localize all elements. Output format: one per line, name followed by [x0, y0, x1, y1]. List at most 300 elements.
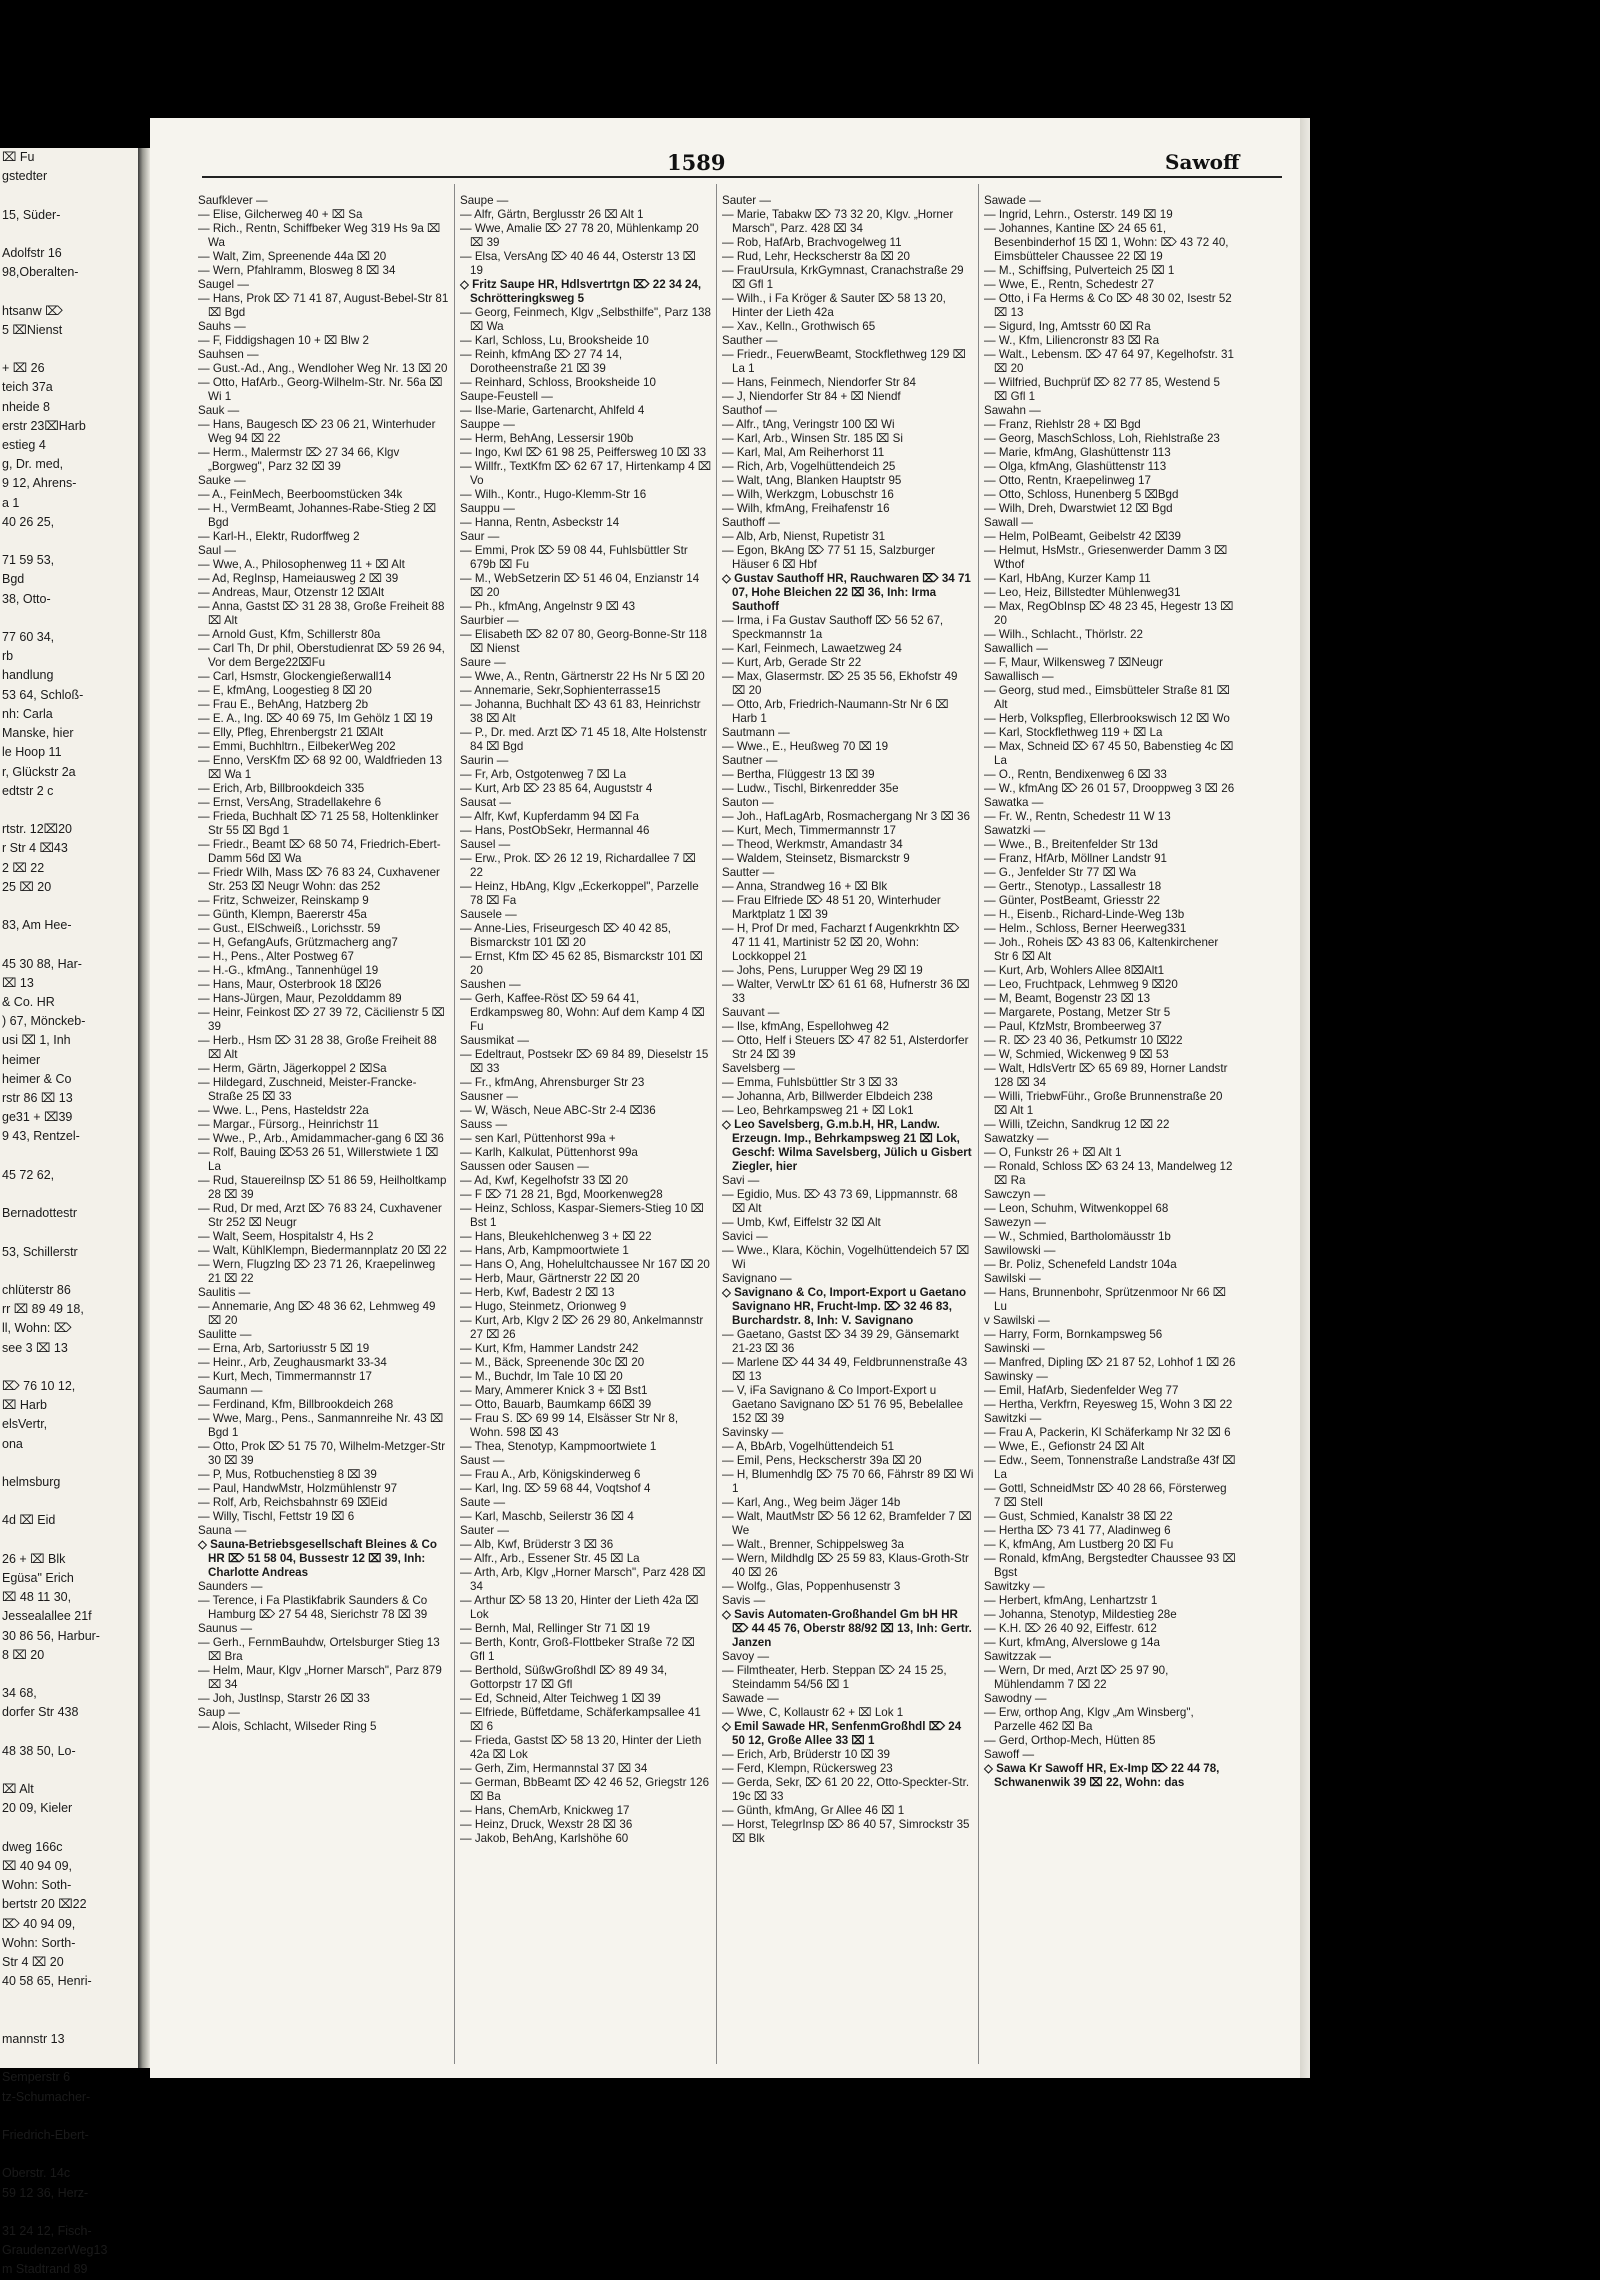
- directory-entry: — Rud, Stauereilnsp ⌦ 51 86 59, Heilholtkamp 28 ⌧ 39: [198, 1174, 447, 1201]
- directory-entry: — Helm., Schloss, Berner Heerweg331: [984, 922, 1187, 935]
- directory-entry: — Karlh, Kalkulat, Püttenhorst 99a: [460, 1146, 638, 1159]
- directory-entry: — Gerh, Kaffee-Röst ⌦ 59 64 41, Erdkampsweg 80, Wohn: Auf dem Kamp 4 ⌧ Fu: [460, 992, 705, 1033]
- left-page-line: ⌧ Alt: [2, 1782, 34, 1797]
- surname-heading: Sawilski —: [984, 1272, 1041, 1285]
- left-page-line: [0, 1531, 138, 1550]
- directory-entry: — J, Niendorfer Str 84 + ⌧ Niendf: [722, 390, 901, 403]
- surname-heading: Saulitis —: [198, 1286, 251, 1299]
- directory-entry: — Hans O, Ang, Hohelultchaussee Nr 167 ⌧ 20: [460, 1258, 710, 1271]
- directory-entry: — Willi, tZeichn, Sandkrug 12 ⌧ 22: [984, 1118, 1170, 1131]
- directory-entry: — Herbert, kfmAng, Lenhartzstr 1: [984, 1594, 1158, 1607]
- left-page-line: m Stadtrand 89: [2, 2262, 88, 2277]
- left-page-line: usi ⌧ 1, Inh: [2, 1033, 71, 1048]
- directory-entry: — Fr, Arb, Ostgotenweg 7 ⌧ La: [460, 768, 627, 781]
- left-page-line: ) 67, Mönckeb-: [2, 1014, 86, 1029]
- directory-entry: — Karl, Feinmech, Lawaetzweg 24: [722, 642, 902, 655]
- left-page-line: gstedter: [2, 169, 48, 184]
- left-page-line: 8 ⌧ 20: [2, 1647, 45, 1662]
- directory-entry: — Willy, Tischl, Fettstr 19 ⌧ 6: [198, 1510, 355, 1523]
- directory-entry: — Rolf, Arb, Reichsbahnstr 69 ⌧Eid: [198, 1496, 388, 1509]
- left-page-line: 45 72 62,: [2, 1167, 55, 1182]
- directory-entry: — W., kfmAng ⌦ 26 01 57, Drooppweg 3 ⌧ 26: [984, 782, 1235, 795]
- directory-entry: ◇ Sawa Kr Sawoff HR, Ex-Imp ⌦ 22 44 78, Schwanenwik 39 ⌧ 22, Wohn: das: [984, 1762, 1220, 1789]
- directory-entry: — Kurt, Arb, Wohlers Allee 8⌧Alt1: [984, 964, 1165, 977]
- surname-heading: Sauk —: [198, 404, 240, 417]
- directory-entry: — German, BbBeamt ⌦ 42 46 52, Griegstr 126 ⌧ Ba: [460, 1776, 710, 1803]
- left-page-line: 2 ⌧ 22: [2, 860, 45, 875]
- left-page-line: [0, 1147, 138, 1166]
- directory-entry: — K, kfmAng, Am Lustberg 20 ⌧ Fu: [984, 1538, 1174, 1551]
- left-page-line: 5 ⌧Nienst: [2, 322, 63, 337]
- left-page-line: dorfer Str 438: [2, 1705, 79, 1720]
- directory-entry: — Hans, Feinmech, Niendorfer Str 84: [722, 376, 916, 389]
- left-page-line: [0, 186, 138, 205]
- surname-heading: Sawilowski —: [984, 1244, 1056, 1257]
- surname-heading: Savis —: [722, 1594, 766, 1607]
- directory-entry: — Karl, HbAng, Kurzer Kamp 11: [984, 572, 1151, 585]
- left-page-line: estieg 4: [2, 438, 46, 453]
- directory-entry: — Wwe, Marg., Pens., Sanmannreihe Nr. 43 ⌧ Bgd 1: [198, 1412, 444, 1439]
- directory-entry: — Karl, Stockflethweg 119 + ⌧ La: [984, 726, 1163, 739]
- directory-entry: — Willfr., TextKfm ⌦ 62 67 17, Hirtenkamp 4 ⌧ Vo: [460, 460, 712, 487]
- directory-entry: — Wwe, A., Philosophenweg 11 + ⌧ Alt: [198, 558, 405, 571]
- directory-entry: — Heinr, Feinkost ⌦ 27 39 72, Cäcilienstr 5 ⌧ 39: [198, 1006, 445, 1033]
- left-page-line: 34 68,: [2, 1686, 37, 1701]
- left-page-line: 20 09, Kieler: [2, 1801, 73, 1816]
- surname-heading: Saunus —: [198, 1622, 253, 1635]
- directory-entry: — Otto, i Fa Herms & Co ⌦ 48 30 02, Isestr 52 ⌧ 13: [984, 292, 1232, 319]
- left-page-line: ⌧ Fu: [2, 150, 35, 164]
- directory-entry: — Helmut, HsMstr., Griesenwerder Damm 3 ⌧ Wthof: [984, 544, 1228, 571]
- surname-heading: Sawczyn —: [984, 1188, 1046, 1201]
- left-page-line: 71 59 53,: [2, 553, 55, 568]
- left-page-fragment: [0, 148, 141, 2277]
- directory-entry: — Fritz, Schweizer, Reinskamp 9: [198, 894, 369, 907]
- directory-entry: — W., Schmied, Bartholomäusstr 1b: [984, 1230, 1171, 1243]
- directory-entry: — Johanna, Arb, Billwerder Elbdeich 238: [722, 1090, 933, 1103]
- surname-heading: Saul —: [198, 544, 237, 557]
- directory-entry: — Otto, Helf i Steuers ⌦ 47 82 51, Alsterdorfer Str 24 ⌧ 39: [722, 1034, 969, 1061]
- directory-entry: — Marlene ⌦ 44 34 49, Feldbrunnenstraße 43 ⌧ 13: [722, 1356, 968, 1383]
- left-page-line: Bernadottestr: [2, 1206, 78, 1221]
- directory-entry: — Marie, Tabakw ⌦ 73 32 20, Klgv. „Horner Marsch", Parz. 428 ⌧ 34: [722, 208, 954, 235]
- running-head: Sawoff: [1165, 150, 1240, 174]
- directory-entry: — Margarete, Postang, Metzer Str 5: [984, 1006, 1171, 1019]
- surname-heading: Savelsberg —: [722, 1062, 795, 1075]
- surname-heading: Sawallisch —: [984, 670, 1054, 683]
- directory-entry: — Leo, Fruchtpack, Lehmweg 9 ⌧20: [984, 978, 1178, 991]
- surname-heading: Sawitzky —: [984, 1580, 1045, 1593]
- directory-entry: ◇ Savignano & Co, Import-Export u Gaetano Savignano HR, Frucht-Imp. ⌦ 32 46 83, Burchardstr. 8, Inh: V. Savignano: [722, 1286, 967, 1327]
- left-page-line: rtstr. 12⌧20: [2, 822, 72, 837]
- surname-heading: Savignano —: [722, 1272, 792, 1285]
- directory-entry: — Kurt, Arb, Gerade Str 22: [722, 656, 862, 669]
- directory-entry: — Hans, Prok ⌦ 71 41 87, August-Bebel-Str 81 ⌧ Bgd: [198, 292, 449, 319]
- directory-entry: — Günth, Klempn, Baererstr 45a: [198, 908, 367, 921]
- directory-entry: — Arth, Arb, Klgv „Horner Marsch", Parz 428 ⌧ 34: [460, 1566, 706, 1593]
- surname-heading: Savici —: [722, 1230, 768, 1243]
- directory-entry: — Emma, Fuhlsbüttler Str 3 ⌧ 33: [722, 1076, 898, 1089]
- directory-entry: — Ronald, Schloss ⌦ 63 24 13, Mandelweg 12 ⌧ Ra: [984, 1160, 1233, 1187]
- directory-entry: — W, Schmied, Wickenweg 9 ⌧ 53: [984, 1048, 1169, 1061]
- directory-entry: — Paul, HandwMstr, Holzmühlenstr 97: [198, 1482, 398, 1495]
- left-page-line: Bgd: [2, 572, 25, 587]
- directory-entry: — Otto, Bauarb, Baumkamp 66⌧ 39: [460, 1398, 652, 1411]
- directory-entry: — Hans, Brunnenbohr, Sprützenmoor Nr 66 ⌧ Lu: [984, 1286, 1227, 1313]
- directory-entry: — Kurt, Arb, Klgv 2 ⌦ 26 29 80, Ankelmannstr 27 ⌧ 26: [460, 1314, 704, 1341]
- left-page-line: [0, 1665, 138, 1684]
- directory-entry: — Annemarie, Ang ⌦ 48 36 62, Lehmweg 49 ⌧ 20: [198, 1300, 436, 1327]
- surname-heading: Sauhsen —: [198, 348, 259, 361]
- surname-heading: Sauter —: [722, 194, 771, 207]
- directory-entry: — Hildegard, Zuschneid, Meister-Francke-Straße 25 ⌧ 33: [198, 1076, 417, 1103]
- directory-entry: — H., VermBeamt, Johannes-Rabe-Stieg 2 ⌧ Bgd: [198, 502, 437, 529]
- surname-heading: Sauvant —: [722, 1006, 780, 1019]
- left-page-line: 98,Oberalten-: [2, 265, 79, 280]
- left-page-line: Friedrich-Ebert-: [2, 2127, 89, 2142]
- directory-entry: — H.-G., kfmAng., Tannenhügel 19: [198, 964, 379, 977]
- directory-entry: — Olga, kfmAng, Glashüttenstr 113: [984, 460, 1167, 473]
- directory-entry: — Horst, TelegrInsp ⌦ 86 40 57, Simrockstr 35 ⌧ Blk: [722, 1818, 970, 1845]
- directory-entry: — Karl, Arb., Winsen Str. 185 ⌧ Si: [722, 432, 903, 445]
- directory-entry: — Alfr, Kwf, Kupferdamm 94 ⌧ Fa: [460, 810, 639, 823]
- directory-entry: — Wwe, A., Rentn, Gärtnerstr 22 Hs Nr 5 ⌧ 20: [460, 670, 705, 683]
- directory-entry: — M, Beamt, Bogenstr 23 ⌧ 13: [984, 992, 1151, 1005]
- surname-heading: Sausmikat —: [460, 1034, 529, 1047]
- directory-entry: — Anna, Gastst ⌦ 31 28 38, Große Freiheit 88 ⌧ Alt: [198, 600, 445, 627]
- directory-entry: — Egon, BkAng ⌦ 77 51 15, Salzburger Häuser 6 ⌧ Hbf: [722, 544, 935, 571]
- column-2: [460, 194, 712, 2064]
- left-page-line: 83, Am Hee-: [2, 918, 72, 933]
- header-rule: [202, 176, 1282, 178]
- directory-entry: — Erw, orthop Ang, Klgv „Am Winsberg", Parzelle 462 ⌧ Ba: [984, 1706, 1194, 1733]
- directory-entry: — Theod, Werkmstr, Amandastr 34: [722, 838, 903, 851]
- directory-entry: — Wwe, E., Rentn, Schedestr 27: [984, 278, 1155, 291]
- directory-entry: — Friedr., Beamt ⌦ 68 50 74, Friedrich-Ebert-Damm 56d ⌧ Wa: [198, 838, 441, 865]
- surname-heading: Sawade —: [984, 194, 1041, 207]
- directory-entry: — Walt, Zim, Spreenende 44a ⌧ 20: [198, 250, 387, 263]
- directory-entry: — Harry, Form, Bornkampsweg 56: [984, 1328, 1163, 1341]
- directory-entry: — Filmtheater, Herb. Steppan ⌦ 24 15 25, Steindamm 54/56 ⌧ 1: [722, 1664, 947, 1691]
- surname-heading: v Sawilski —: [984, 1314, 1050, 1327]
- directory-entry: — Hans, Baugesch ⌦ 23 06 21, Winterhuder Weg 94 ⌧ 22: [198, 418, 436, 445]
- directory-entry: — Kurt, kfmAng, Alverslowe g 14a: [984, 1636, 1160, 1649]
- left-page-line: g, Dr. med,: [2, 457, 64, 472]
- surname-heading: Sawatzky —: [984, 1132, 1049, 1145]
- directory-entry: — Gerda, Sekr, ⌦ 61 20 22, Otto-Speckter-Str. 19c ⌧ 33: [722, 1776, 970, 1803]
- directory-entry: — Elfriede, Büffetdame, Schäferkampsallee 41 ⌧ 6: [460, 1706, 701, 1733]
- directory-entry: — Terence, i Fa Plastikfabrik Saunders & Co Hamburg ⌦ 27 54 48, Sierichstr 78 ⌧ 39: [198, 1594, 428, 1621]
- directory-entry: — Franz, HfArb, Möllner Landstr 91: [984, 852, 1167, 865]
- directory-entry: — Karl, Ang., Weg beim Jäger 14b: [722, 1496, 901, 1509]
- surname-heading: Sawoff —: [984, 1748, 1035, 1761]
- surname-heading: Sauppe —: [460, 418, 515, 431]
- directory-entry: — Alfr, Gärtn, Berglusstr 26 ⌧ Alt 1: [460, 208, 644, 221]
- left-page-line: ge31 + ⌧39: [2, 1110, 73, 1125]
- directory-entry: — Manfred, Dipling ⌦ 21 87 52, Lohhof 1 ⌧ 26: [984, 1356, 1236, 1369]
- directory-entry: — Sigurd, Ing, Amtsstr 60 ⌧ Ra: [984, 320, 1151, 333]
- page-edge: [1300, 118, 1310, 2078]
- left-page-line: 48 38 50, Lo-: [2, 1743, 76, 1758]
- left-page-line: r, Glückstr 2a: [2, 764, 76, 779]
- surname-heading: Sautmann —: [722, 726, 790, 739]
- directory-entry: — Alfr., Arb., Essener Str. 45 ⌧ La: [460, 1552, 640, 1565]
- surname-heading: Sawinski —: [984, 1342, 1045, 1355]
- left-page-line: GraudenzerWeg13: [2, 2243, 108, 2258]
- directory-entry: — Hans-Jürgen, Maur, Pezolddamm 89: [198, 992, 402, 1005]
- directory-entry: — A, BbArb, Vogelhüttendeich 51: [722, 1440, 895, 1453]
- left-page-line: nheide 8: [2, 399, 50, 414]
- left-page-line: Oberstr. 14c: [2, 2166, 71, 2181]
- left-page-line: chlüterstr 86: [2, 1282, 71, 1297]
- surname-heading: Sawezyn —: [984, 1216, 1046, 1229]
- surname-heading: Sauton —: [722, 796, 774, 809]
- left-page-line: [0, 2049, 138, 2068]
- surname-heading: Sauthof —: [722, 404, 777, 417]
- left-page-line: + ⌧ 26: [2, 361, 45, 376]
- left-page-line: rr ⌧ 89 49 18,: [2, 1302, 84, 1317]
- left-page-line: 40 58 65, Henri-: [2, 1974, 92, 1989]
- left-page-line: heimer: [2, 1052, 41, 1067]
- directory-entry: — Ronald, kfmAng, Bergstedter Chaussee 93 ⌧ Bgst: [984, 1552, 1236, 1579]
- directory-entry: — K.H. ⌦ 26 40 92, Eiffestr. 612: [984, 1622, 1157, 1635]
- left-page-line: Wohn: Sorth-: [2, 1935, 76, 1950]
- directory-entry: — E, kfmAng, Loogestieg 8 ⌧ 20: [198, 684, 372, 697]
- surname-heading: Sawahn —: [984, 404, 1041, 417]
- directory-entry: — Joh., HafLagArb, Rosmachergang Nr 3 ⌧ 36: [722, 810, 970, 823]
- directory-entry: — Johanna, Buchhalt ⌦ 43 61 83, Heinrichstr 38 ⌧ Alt: [460, 698, 701, 725]
- left-page-line: elsVertr,: [2, 1417, 48, 1432]
- left-page-line: Manske, hier: [2, 726, 74, 741]
- directory-entry: — Leo, Behrkampsweg 21 + ⌧ Lok1: [722, 1104, 914, 1117]
- left-page-line: ll, Wohn: ⌦: [2, 1321, 72, 1336]
- directory-entry: — Berth, Kontr, Groß-Flottbeker Straße 72 ⌧ Gfl 1: [460, 1636, 696, 1663]
- surname-heading: Saur —: [460, 530, 500, 543]
- surname-heading: Sawatka —: [984, 796, 1044, 809]
- surname-heading: Saupe-Feustell —: [460, 390, 553, 403]
- page-number: 1589: [667, 150, 726, 175]
- directory-entry: — M., Bäck, Spreenende 30c ⌧ 20: [460, 1356, 645, 1369]
- surname-heading: Sauss —: [460, 1118, 508, 1131]
- directory-entry: — Rich., Rentn, Schiffbeker Weg 319 Hs 9a ⌧ Wa: [198, 222, 441, 249]
- surname-heading: Sawall —: [984, 516, 1033, 529]
- directory-entry: — Hanna, Rentn, Asbeckstr 14: [460, 516, 620, 529]
- directory-entry: — Fr. W., Rentn, Schedestr 11 W 13: [984, 810, 1171, 823]
- directory-entry: — Wern, Flugzlng ⌦ 23 71 26, Kraepelinweg 21 ⌧ 22: [198, 1258, 436, 1285]
- directory-entry: — Carl Th, Dr phil, Oberstudienrat ⌦ 59 26 94, Vor dem Berge22⌧Fu: [198, 642, 445, 669]
- directory-entry: — Wilh, Werkzgm, Lobuschstr 16: [722, 488, 894, 501]
- surname-heading: Sauna —: [198, 1524, 247, 1537]
- directory-entry: — Ludw., Tischl, Birkenredder 35e: [722, 782, 899, 795]
- directory-entry: — P, Mus, Rotbuchenstieg 8 ⌧ 39: [198, 1468, 377, 1481]
- directory-entry: — Heinz, HbAng, Klgv „Eckerkoppel", Parzelle 78 ⌧ Fa: [460, 880, 699, 907]
- directory-entry: — Wwe., Klara, Köchin, Vogelhüttendeich 57 ⌧ Wi: [722, 1244, 970, 1271]
- directory-entry: — Wilfried, Buchprüf ⌦ 82 77 85, Westend 5 ⌧ Gfl 1: [984, 376, 1220, 403]
- directory-entry: — Frau A, Packerin, Kl Schäferkamp Nr 32 ⌧ 6: [984, 1426, 1231, 1439]
- left-page-line: Jessealallee 21f: [2, 1609, 92, 1624]
- surname-heading: Sauhs —: [198, 320, 246, 333]
- directory-entry: — M., WebSetzerin ⌦ 51 46 04, Enzianstr 14 ⌧ 20: [460, 572, 700, 599]
- left-page-line: Adolfstr 16: [2, 246, 62, 261]
- left-page-line: rb: [2, 649, 14, 664]
- directory-entry: ◇ Emil Sawade HR, SenfenmGroßhdl ⌦ 24 50 12, Große Allee 33 ⌧ 1: [722, 1720, 962, 1747]
- surname-heading: Saugel —: [198, 278, 249, 291]
- surname-heading: Sauthoff —: [722, 516, 780, 529]
- directory-entry: — Hans, ChemArb, Knickweg 17: [460, 1804, 630, 1817]
- directory-entry: — Karl, Schloss, Lu, Brooksheide 10: [460, 334, 649, 347]
- directory-entry: — Wwe, Amalie ⌦ 27 78 20, Mühlenkamp 20 ⌧ 39: [460, 222, 699, 249]
- directory-entry: — Herb, Volkspfleg, Ellerbrookswisch 12 ⌧ Wo: [984, 712, 1230, 725]
- left-page-line: [0, 340, 138, 359]
- directory-entry: — Walt, HdlsVertr ⌦ 65 69 89, Horner Landstr 128 ⌧ 34: [984, 1062, 1228, 1089]
- book-gutter: [138, 148, 150, 2068]
- directory-entry: — Kurt, Kfm, Hammer Landstr 242: [460, 1342, 639, 1355]
- directory-entry: — Wilh., i Fa Kröger & Sauter ⌦ 58 13 20, Hinter der Lieth 42a: [722, 292, 946, 319]
- directory-entry: — Br. Poliz, Schenefeld Landstr 104a: [984, 1258, 1177, 1271]
- directory-entry: — Max, RegObInsp ⌦ 48 23 45, Hegestr 13 ⌧ 20: [984, 600, 1234, 627]
- directory-entry: — Otto, Schloss, Hunenberg 5 ⌧Bgd: [984, 488, 1179, 501]
- directory-entry: — Max, Glasermstr. ⌦ 25 35 56, Ekhofstr 49 ⌧ 20: [722, 670, 958, 697]
- left-page-line: [0, 935, 138, 954]
- left-page-line: 30 86 56, Harbur-: [2, 1628, 100, 1643]
- directory-entry: — Georg, MaschSchloss, Loh, Riehlstraße 23: [984, 432, 1220, 445]
- left-page-line: 38, Otto-: [2, 591, 51, 606]
- directory-entry: — Rolf, Bauing ⌦53 26 51, Willerstwiete 1 ⌧ La: [198, 1146, 439, 1173]
- directory-entry: — Rob, HafArb, Brachvogelweg 11: [722, 236, 902, 249]
- left-page-line: 59 12 36, Herz-: [2, 2185, 89, 2200]
- left-page-line: 77 60 34,: [2, 630, 55, 645]
- surname-heading: Sawitzki —: [984, 1412, 1042, 1425]
- directory-entry: — Alb, Arb, Nienst, Rupetistr 31: [722, 530, 886, 543]
- directory-entry: — E. A., Ing. ⌦ 40 69 75, Im Gehölz 1 ⌧ 19: [198, 712, 433, 725]
- left-page-line: bertstr 20 ⌧22: [2, 1897, 87, 1912]
- directory-entry: — Ad, Kwf, Kegelhofstr 33 ⌧ 20: [460, 1174, 629, 1187]
- directory-entry: — Frieda, Gastst ⌦ 58 13 20, Hinter der Lieth 42a ⌧ Lok: [460, 1734, 702, 1761]
- directory-entry: — Wwe., P., Arb., Amidammacher-gang 6 ⌧ 36: [198, 1132, 444, 1145]
- directory-entry: — Erich, Arb, Billbrookdeich 335: [198, 782, 365, 795]
- directory-entry: — Irma, i Fa Gustav Sauthoff ⌦ 56 52 67, Speckmannstr 1a: [722, 614, 944, 641]
- surname-heading: Saurin —: [460, 754, 509, 767]
- directory-entry: — Egidio, Mus. ⌦ 43 73 69, Lippmannstr. 68 ⌧ Alt: [722, 1188, 958, 1215]
- left-page-line: helmsburg: [2, 1475, 61, 1490]
- directory-entry: — M., Schiffsing, Pulverteich 25 ⌧ 1: [984, 264, 1175, 277]
- directory-entry: — Willi, TriebwFühr., Große Brunnenstraße 20 ⌧ Alt 1: [984, 1090, 1223, 1117]
- column-divider: [716, 184, 717, 2064]
- surname-heading: Saute —: [460, 1496, 506, 1509]
- directory-entry: — O., Rentn, Bendixenweg 6 ⌧ 33: [984, 768, 1167, 781]
- surname-heading: Saushen —: [460, 978, 521, 991]
- surname-heading: Sawade —: [722, 1692, 779, 1705]
- directory-entry: — Wilh, Dreh, Dwarstwiet 12 ⌧ Bgd: [984, 502, 1173, 515]
- directory-entry: — F ⌦ 71 28 21, Bgd, Moorkenweg28: [460, 1188, 663, 1201]
- directory-page: [150, 118, 1310, 2078]
- directory-entry: — Helm, PolBeamt, Geibelstr 42 ⌧39: [984, 530, 1182, 543]
- left-page-line: [0, 897, 138, 916]
- directory-entry: — Hugo, Steinmetz, Orionweg 9: [460, 1300, 627, 1313]
- directory-entry: ◇ Gustav Sauthoff HR, Rauchwaren ⌦ 34 71 07, Hohe Bleichen 22 ⌧ 36, Inh: Irma Sauthoff: [722, 572, 971, 613]
- directory-entry: — Hans, PostObSekr, Hermannal 46: [460, 824, 650, 837]
- left-page-line: [0, 2145, 138, 2164]
- directory-entry: — Hans, Arb, Kampmoortwiete 1: [460, 1244, 629, 1257]
- directory-entry: — Emil, HafArb, Siedenfelder Weg 77: [984, 1384, 1179, 1397]
- directory-entry: — Georg, stud med., Eimsbütteler Straße 81 ⌧ Alt: [984, 684, 1230, 711]
- directory-entry: — Günter, PostBeamt, Griesstr 22: [984, 894, 1160, 907]
- left-page-line: 9 43, Rentzel-: [2, 1129, 80, 1144]
- directory-entry: — Emmi, Buchhltrn., EilbekerWeg 202: [198, 740, 396, 753]
- directory-entry: — Gerd, Orthop-Mech, Hütten 85: [984, 1734, 1156, 1747]
- directory-entry: — Wern, Dr med, Arzt ⌦ 25 97 90, Mühlendamm 7 ⌧ 22: [984, 1664, 1169, 1691]
- surname-heading: Savinsky —: [722, 1426, 784, 1439]
- directory-entry: — Mary, Ammerer Knick 3 + ⌧ Bst1: [460, 1384, 648, 1397]
- directory-entry: ◇ Savis Automaten-Großhandel Gm bH HR ⌦ 44 45 76, Oberstr 88/92 ⌧ 13, Inh: Gertr. Janzen: [722, 1608, 972, 1649]
- directory-entry: — Walt., Lebensm. ⌦ 47 64 97, Kegelhofstr. 31 ⌧ 20: [984, 348, 1234, 375]
- surname-heading: Saunders —: [198, 1580, 263, 1593]
- left-page-line: 25 ⌧ 20: [2, 879, 52, 894]
- left-page-line: 4d ⌧ Eid: [2, 1513, 56, 1528]
- directory-entry: — Elise, Gilcherweg 40 + ⌧ Sa: [198, 208, 363, 221]
- directory-entry: — M., Buchdr, Im Tale 10 ⌧ 20: [460, 1370, 623, 1383]
- directory-entry: — A., FeinMech, Beerboomstücken 34k: [198, 488, 403, 501]
- directory-entry: — Paul, KfzMstr, Brombeerweg 37: [984, 1020, 1162, 1033]
- directory-entry: — Wern, Pfahlramm, Blosweg 8 ⌧ 34: [198, 264, 396, 277]
- left-page-line: 9 12, Ahrens-: [2, 476, 77, 491]
- directory-entry: — Wwe, E., Gefionstr 24 ⌧ Alt: [984, 1440, 1145, 1453]
- surname-heading: Saupe —: [460, 194, 509, 207]
- left-page-line: 15, Süder-: [2, 207, 61, 222]
- surname-heading: Sausat —: [460, 796, 511, 809]
- left-page-line: [0, 2203, 138, 2222]
- surname-heading: Saurbier —: [460, 614, 519, 627]
- directory-entry: — Gertr., Stenotyp., Lassallestr 18: [984, 880, 1162, 893]
- left-page-line: nh: Carla: [2, 706, 53, 721]
- left-page-line: 53 64, Schloß-: [2, 687, 84, 702]
- directory-entry: — Waldem, Steinsetz, Bismarckstr 9: [722, 852, 910, 865]
- directory-entry: — Rud, Dr med, Arzt ⌦ 76 83 24, Cuxhavener Str 252 ⌧ Neugr: [198, 1202, 442, 1229]
- surname-heading: Sawodny —: [984, 1692, 1047, 1705]
- directory-entry: — O, Funkstr 26 + ⌧ Alt 1: [984, 1146, 1122, 1159]
- directory-entry: — Umb, Kwf, Eiffelstr 32 ⌧ Alt: [722, 1216, 881, 1229]
- directory-entry: — Erw., Prok. ⌦ 26 12 19, Richardallee 7 ⌧ 22: [460, 852, 696, 879]
- left-page-line: rstr 86 ⌧ 13: [2, 1090, 73, 1105]
- directory-entry: — Elsa, VersAng ⌦ 40 46 44, Osterstr 13 ⌧ 19: [460, 250, 696, 277]
- surname-heading: Sauppu —: [460, 502, 515, 515]
- directory-entry: — Herb., Hsm ⌦ 31 28 38, Große Freiheit 88 ⌧ Alt: [198, 1034, 437, 1061]
- directory-entry: — Ferdinand, Kfm, Billbrookdeich 268: [198, 1398, 394, 1411]
- directory-entry: — Carl, Hsmstr, Glockengießerwall14: [198, 670, 392, 683]
- directory-entry: — Thea, Stenotyp, Kampmoortwiete 1: [460, 1440, 657, 1453]
- directory-entry: — Joh., Roheis ⌦ 43 83 06, Kaltenkirchener Str 6 ⌧ Alt: [984, 936, 1219, 963]
- directory-entry: — Gust.-Ad., Ang., Wendloher Weg Nr. 13 ⌧ 20: [198, 362, 448, 375]
- directory-entry: — Bernh, Mal, Rellinger Str 71 ⌧ 19: [460, 1622, 650, 1635]
- directory-entry: — Walt, tAng, Blanken Hauptstr 95: [722, 474, 902, 487]
- left-page-line: [0, 2011, 138, 2030]
- left-page-line: [0, 1454, 138, 1473]
- left-page-line: ona: [2, 1436, 23, 1451]
- surname-heading: Sauter —: [460, 1524, 509, 1537]
- directory-entry: — Anna, Strandweg 16 + ⌧ Blk: [722, 880, 888, 893]
- directory-entry: — Elly, Pfleg, Ehrenbergstr 21 ⌧Alt: [198, 726, 384, 739]
- left-page-line: [0, 1223, 138, 1242]
- left-page-line: ⌦ 76 10 12,: [2, 1379, 76, 1393]
- directory-entry: — Erich, Arb, Brüderstr 10 ⌧ 39: [722, 1748, 891, 1761]
- column-1: [198, 194, 450, 2064]
- left-page-line: see 3 ⌧ 13: [2, 1340, 68, 1355]
- directory-entry: — Herm, BehAng, Lessersir 190b: [460, 432, 634, 445]
- surname-heading: Saure —: [460, 656, 506, 669]
- directory-entry: — Ingo, Kwl ⌦ 61 98 25, Peiffersweg 10 ⌧ 33: [460, 446, 707, 459]
- left-page-line: [0, 609, 138, 628]
- directory-entry: — H, GefangAufs, Grützmacherg ang7: [198, 936, 398, 949]
